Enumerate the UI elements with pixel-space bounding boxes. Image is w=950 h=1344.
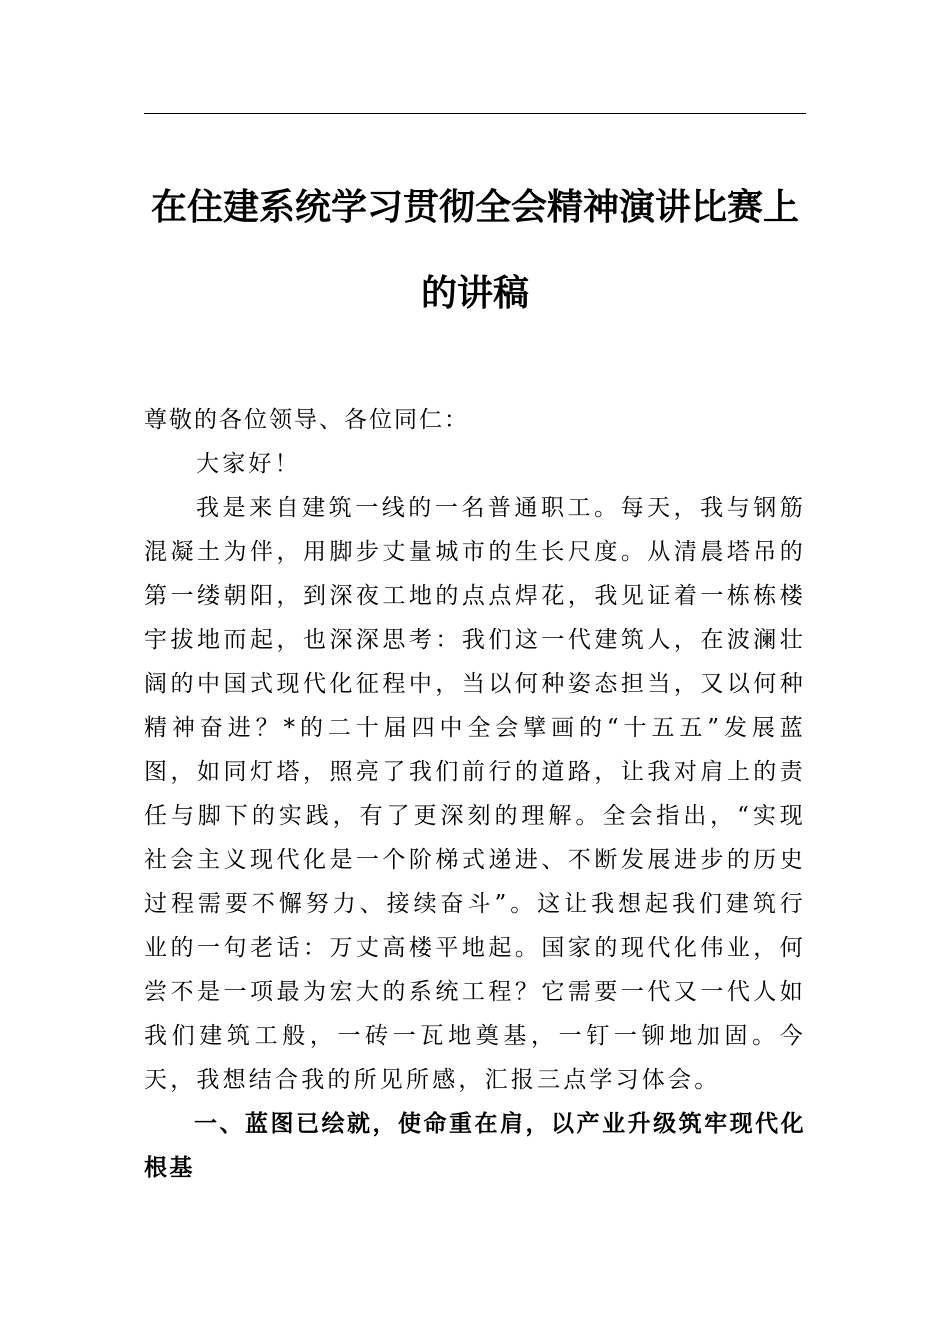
greeting: 大家好！ [196, 451, 301, 477]
section-heading: 一、蓝图已绘就，使命重在肩，以产业升级筑牢现代化根基 [144, 1111, 806, 1181]
header-rule [144, 113, 806, 114]
document-title: 在住建系统学习贯彻全会精神演讲比赛上的讲稿 [150, 187, 799, 314]
salutation: 尊敬的各位领导、各位同仁： [144, 407, 469, 433]
document-body [144, 398, 806, 1190]
paragraph-intro: 我是来自建筑一线的一名普通职工。每天，我与钢筋混凝土为伴，用脚步丈量城市的生长尺度。从清晨塔吊的第一缕朝阳，到深夜工地的点点焊花，我见证着一栋栋楼宇拔地而起，也深深思考：我们这一代建筑人，在波澜壮阔的中国式现代化征程中，当以何种姿态担当，又以何种精神奋进？*的二十届四中全会擘画的“十五五”发展蓝图，如同灯塔，照亮了我们前行的道路，让我对肩上的责任与脚下的实践，有了更深刻的理解。全会指出，“实现社会主义现代化是一个阶梯式递进、不断发展进步的历史过程需要不懈努力、接续奋斗”。这让我想起我们建筑行业的一句老话：万丈高楼平地起。国家的现代化伟业，何尝不是一项最为宏大的系统工程？它需要一代又一代人如我们建筑工般，一砖一瓦地奠基，一钉一铆地加固。今天，我想结合我的所见所感，汇报三点学习体会。 [144, 495, 806, 1093]
